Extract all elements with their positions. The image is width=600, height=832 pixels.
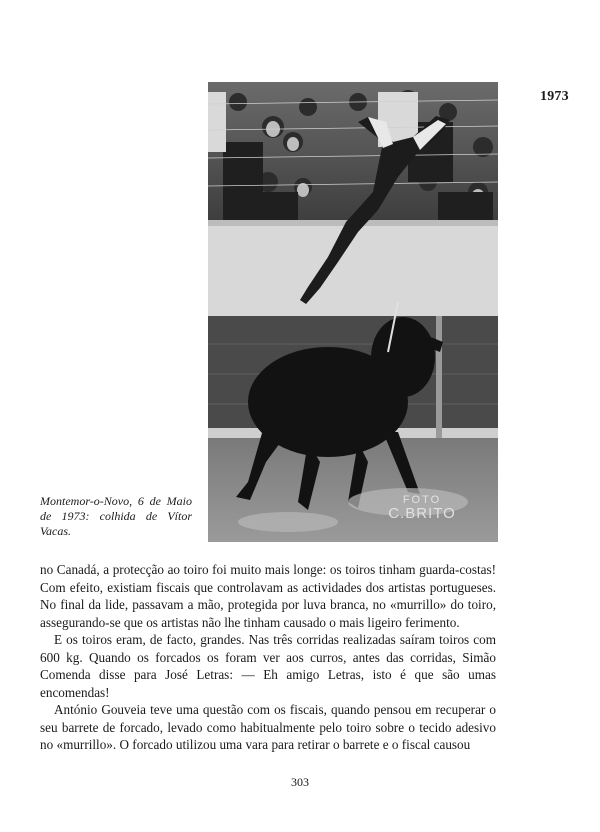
year-heading: 1973 bbox=[540, 89, 569, 104]
figure-caption: Montemor-o-Novo, 6 de Maio de 1973: colhida de Vítor Vacas. bbox=[40, 494, 192, 538]
body-text bbox=[40, 561, 496, 754]
photo-credit bbox=[372, 494, 472, 520]
bullfight-photo bbox=[208, 82, 498, 542]
paragraph: António Gouveia teve uma questão com os fiscais, quando pensou em recuperar o seu barrete de forcado, levado como habitualmente pelo toiro sobre o tecido adesivo no «murrillo». O forcado utilizou uma vara para retirar o barrete e o fiscal causou bbox=[40, 702, 496, 752]
paragraph: no Canadá, a protecção ao toiro foi muito mais longe: os toiros tinham guarda-costas! Com efeito, existiam fiscais que controlavam as actividades dos artistas portugueses. No final da lide, passavam a mão, protegida por luva branca, no «murrillo» do toiro, assegurando-se que os artistas não lhe tinham causado o mais ligeiro ferimento. bbox=[40, 562, 496, 630]
photo-credit-label: FOTO bbox=[402, 494, 442, 506]
page-number: 303 bbox=[291, 775, 309, 789]
photo-credit-name: C.BRITO bbox=[388, 505, 456, 522]
paragraph: E os toiros eram, de facto, grandes. Nas três corridas realizadas saíram toiros com 600 kg. Quando os forcados os foram ver aos curros, antes das corridas, Simão Comenda disse para José Letras: — Eh amigo Letras, isto é que são umas encomendas! bbox=[40, 632, 496, 700]
